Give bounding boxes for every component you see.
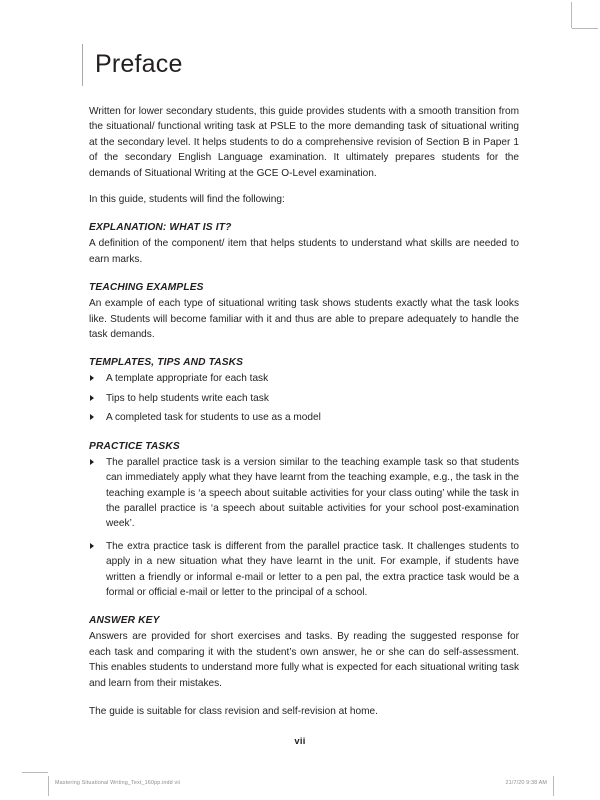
footer-slug-left: Mastering Situational Writing_Text_160pp.indd vii	[55, 780, 181, 786]
crop-mark-bottom-right-vertical	[553, 776, 554, 796]
crop-mark-top-right-vertical	[571, 2, 572, 28]
triangle-bullet-icon	[90, 414, 94, 420]
intro-paragraph: Written for lower secondary students, this guide provides students with a smooth transition from the situational/ functional writing task at PSLE to the more demanding task of situational writing at the secondary level. It helps students to do a comprehensive revision of Section B in Paper 1 of the secondary English Language examination. It ultimately prepares students for the demands of Situational Writing at the GCE O-Level examination.	[89, 106, 519, 179]
list-item-text: The parallel practice task is a version similar to the teaching example task so that students can immediately apply what they have learnt from the teaching example, e.g., the task in the teaching example is ‘a speech about suitable activities for your class outing’ while the task in the parallel practice is ‘a speech about suitable activities for your school post-examination week’.	[106, 456, 519, 530]
section-heading: EXPLANATION: WHAT IS IT?	[89, 222, 232, 234]
list-item	[89, 539, 519, 601]
bullet-list	[89, 455, 519, 601]
section-paragraph: Answers are provided for short exercises and tasks. By reading the suggested response for each task and comparing it with the student’s own answer, he or she can do self-assessment. This enables students to understand more fully what is expected for each situational writing task and learn from their mistakes.	[89, 631, 519, 689]
crop-mark-top-right-horizontal	[572, 28, 598, 29]
list-item	[89, 455, 519, 532]
lead-in-paragraph: In this guide, students will find the following:	[89, 194, 285, 206]
section-heading: TEACHING EXAMPLES	[89, 282, 204, 294]
triangle-bullet-icon	[90, 543, 94, 549]
page-header	[82, 44, 183, 86]
section-heading: TEMPLATES, TIPS AND TASKS	[89, 357, 244, 369]
section-heading: ANSWER KEY	[89, 615, 160, 627]
title-rule	[82, 44, 83, 86]
list-item	[89, 391, 519, 406]
triangle-bullet-icon	[90, 395, 94, 401]
page-number: vii	[294, 735, 306, 746]
list-item	[89, 410, 519, 425]
crop-mark-bottom-left-vertical	[48, 776, 49, 796]
triangle-bullet-icon	[90, 459, 94, 465]
page-title: Preface	[95, 50, 183, 78]
crop-mark-bottom-left-horizontal	[22, 772, 48, 773]
list-item-text: Tips to help students write each task	[106, 392, 269, 404]
document-body	[89, 104, 519, 730]
list-item-text: A completed task for students to use as a model	[106, 412, 321, 424]
section-answer-key	[89, 613, 519, 691]
triangle-bullet-icon	[90, 375, 94, 381]
closing-paragraph: The guide is suitable for class revision and self-revision at home.	[89, 705, 378, 717]
section-practice-tasks	[89, 439, 519, 601]
list-item-text: A template appropriate for each task	[106, 373, 269, 385]
section-templates-tips-tasks	[89, 355, 519, 425]
bullet-list	[89, 371, 519, 425]
section-paragraph: An example of each type of situational writing task shows students exactly what the task looks like. Students will become familiar with it and thus are able to prepare adequately to handle the task demands.	[89, 298, 519, 341]
section-explanation	[89, 220, 519, 267]
footer-slug-right: 21/7/20 9:38 AM	[505, 780, 547, 786]
section-teaching-examples	[89, 280, 519, 342]
section-paragraph: A definition of the component/ item that helps students to understand what skills are needed to earn marks.	[89, 238, 519, 265]
section-heading: PRACTICE TASKS	[89, 440, 180, 452]
list-item	[89, 371, 519, 386]
list-item-text: The extra practice task is different from the parallel practice task. It challenges students to apply in a new situation what they have learnt in the unit. For example, if students have written a friendly or informal e-mail or letter to a pen pal, the extra practice task would be a formal or official e-mail or letter to the principal of a school.	[106, 540, 519, 598]
